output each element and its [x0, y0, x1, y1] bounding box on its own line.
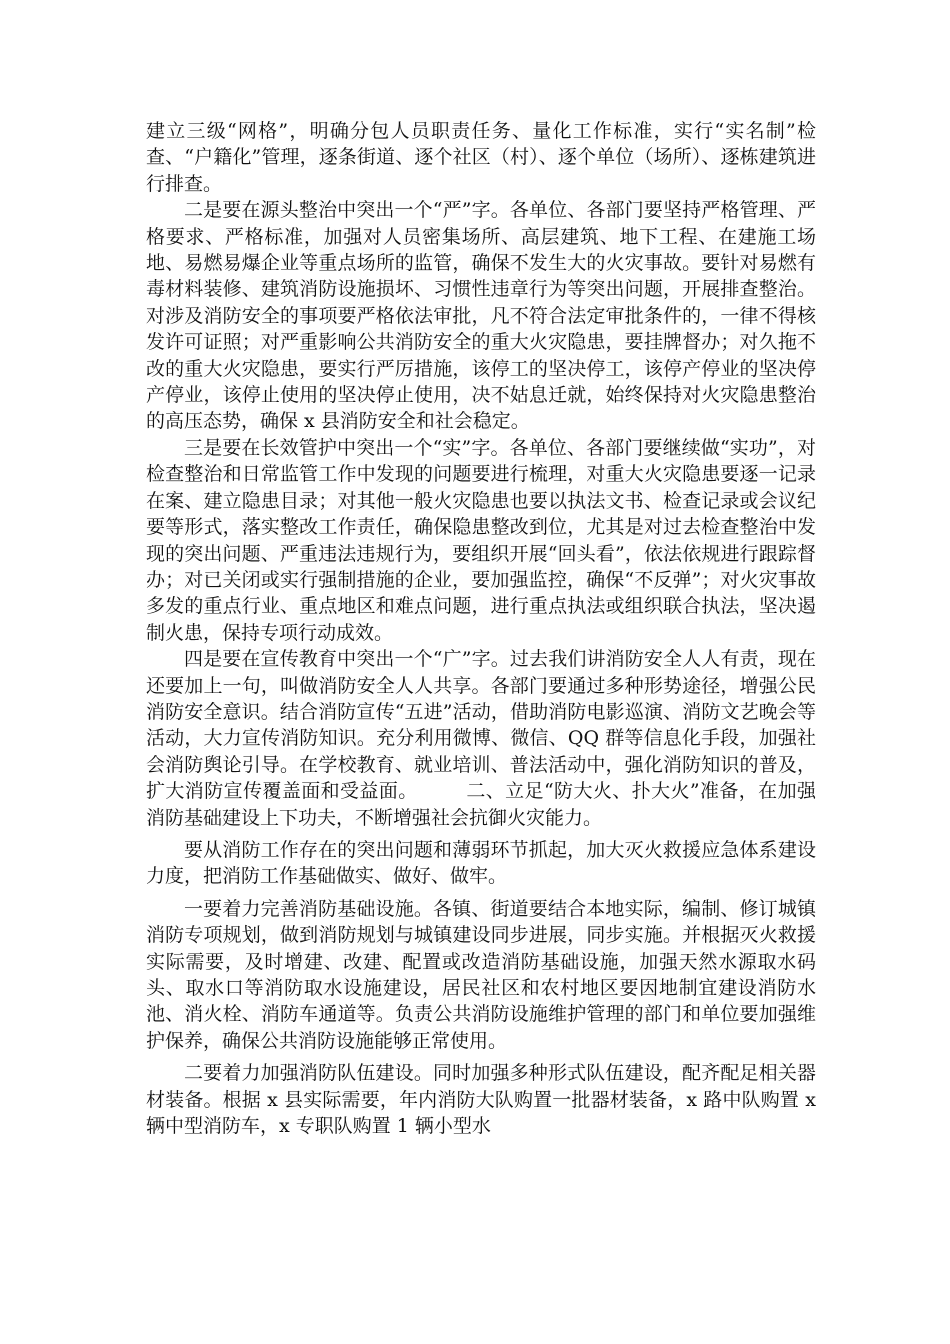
paragraph-5: 要从消防工作存在的突出问题和薄弱环节抓起，加大灭火救援应急体系建设力度，把消防工作基础做实、做好、做牢。	[146, 838, 816, 888]
paragraph-4: 四是要在宣传教育中突出一个“广”字。过去我们讲消防安全人人有责，现在还要加上一句，叫做消防安全人人共享。各部门要通过多种形势途径，增强公民消防安全意识。结合消防宣传“五进”活动，借助消防电影巡演、消防文艺晚会等活动，大力宣传消防知识。充分利用微博、微信、QQ 群等信息化手段，加强社会消防舆论引导。在学校教育、就业培训、普法活动中，强化消防知识的普及，扩大消防宣传覆盖面和受益面。 二、立足“防大火、扑大火”准备，在加强消防基础建设上下功夫，不断增强社会抗御火灾能力。	[146, 648, 816, 829]
paragraph-3: 三是要在长效管护中突出一个“实”字。各单位、各部门要继续做“实功”，对检查整治和日常监管工作中发现的问题要进行梳理，对重大火灾隐患要逐一记录在案、建立隐患目录；对其他一般火灾隐患也要以执法文书、检查记录或会议纪要等形式，落实整改工作责任，确保隐患整改到位，尤其是对过去检查整治中发现的突出问题、严重违法违规行为，要组织开展“回头看”，依法依规进行跟踪督办；对已关闭或实行强制措施的企业，要加强监控，确保“不反弹”；对火灾事故多发的重点行业、重点地区和难点问题，进行重点执法或组织联合执法，坚决遏制火患，保持专项行动成效。	[146, 436, 816, 644]
paragraph-7: 二要着力加强消防队伍建设。同时加强多种形式队伍建设，配齐配足相关器材装备。根据 x 县实际需要，年内消防大队购置一批器材装备，x 路中队购置 x 辆中型消防车，x 专职队购置 1 辆小型水	[146, 1062, 816, 1138]
paragraph-6: 一要着力完善消防基础设施。各镇、街道要结合本地实际，编制、修订城镇消防专项规划，做到消防规划与城镇建设同步进展，同步实施。并根据灭火救援实际需要，及时增建、改建、配置或改造消防基础设施，加强天然水源取水码头、取水口等消防取水设施建设，居民社区和农村地区要因地制宜建设消防水池、消火栓、消防车通道等。负责公共消防设施维护管理的部门和单位要加强维护保养，确保公共消防设施能够正常使用。	[146, 897, 816, 1052]
document-body	[146, 118, 816, 1139]
paragraph-2: 二是要在源头整治中突出一个“严”字。各单位、各部门要坚持严格管理、严格要求、严格标准，加强对人员密集场所、高层建筑、地下工程、在建施工场地、易燃易爆企业等重点场所的监管，确保不发生大的火灾事故。要针对易燃有毒材料装修、建筑消防设施损坏、习惯性违章行为等突出问题，开展排查整治。对涉及消防安全的事项要严格依法审批，凡不符合法定审批条件的，一律不得核发许可证照；对严重影响公共消防安全的重大火灾隐患，要挂牌督办；对久拖不改的重大火灾隐患，要实行严厉措施，该停工的坚决停工，该停产停业的坚决停产停业，该停止使用的坚决停止使用，决不姑息迁就，始终保持对火灾隐患整治的高压态势，确保 x 县消防安全和社会稳定。	[146, 199, 816, 433]
paragraph-1: 建立三级“网格”，明确分包人员职责任务、量化工作标准，实行“实名制”检查、“户籍化”管理，逐条街道、逐个社区（村）、逐个单位（场所）、逐栋建筑进行排查。	[146, 120, 816, 195]
